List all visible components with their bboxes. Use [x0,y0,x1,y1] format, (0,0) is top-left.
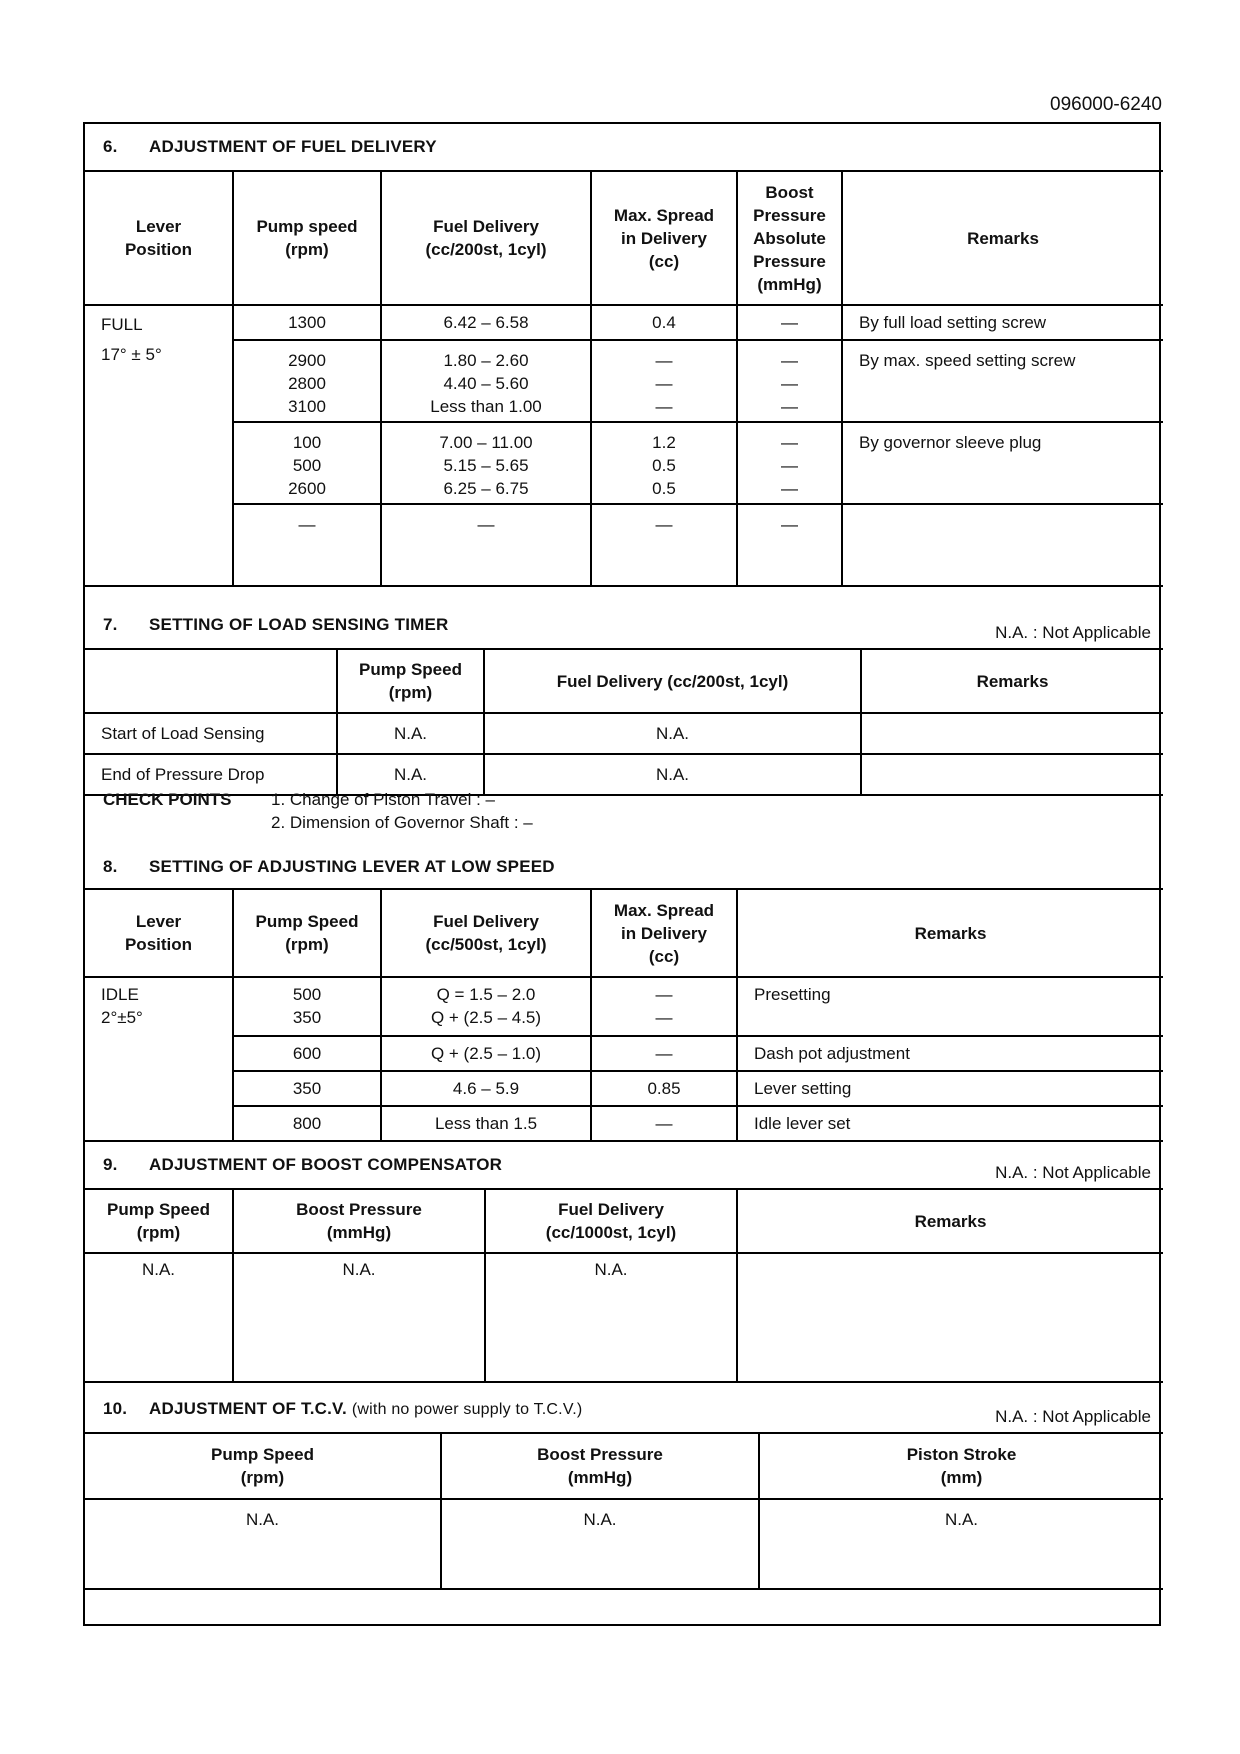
section-7-title [103,602,449,648]
not-applicable-note: N.A. : Not Applicable [995,623,1151,642]
table-row-remarks: By governor sleeve plug [842,422,1163,504]
not-applicable-note: N.A. : Not Applicable [995,1163,1151,1182]
table-row-fuel: N.A. [485,1253,737,1382]
table-row-remarks [737,1253,1163,1382]
table-row-fuel: N.A. [484,754,861,795]
boost-compensator-table [85,1188,1163,1383]
table-row-spread: — [591,1036,737,1071]
header-lever-position: Lever Position [85,171,233,305]
table-row-fuel: 7.00 – 11.00 5.15 – 5.65 6.25 – 6.75 [381,422,591,504]
table-row-fuel: 6.42 – 6.58 [381,305,591,340]
table-row-spread: — — [591,977,737,1036]
tcv-adjustment-table [85,1432,1163,1590]
table-row-boost: N.A. [441,1499,759,1589]
lever-position-idle: IDLE 2°±5° [85,977,233,1141]
header-boost-pressure: Boost Pressure (mmHg) [441,1433,759,1499]
document-number: 096000-6240 [1050,94,1162,115]
table-row-remarks [861,713,1163,754]
header-remarks: Remarks [737,1189,1163,1253]
fuel-delivery-table [85,170,1163,587]
table-row-remarks: By max. speed setting screw [842,340,1163,422]
table-row-boost: N.A. [233,1253,485,1382]
table-row-spread: 0.85 [591,1071,737,1106]
data-sheet-frame [83,122,1161,1626]
header-remarks: Remarks [737,889,1163,977]
table-row-fuel: Q = 1.5 – 2.0 Q + (2.5 – 4.5) [381,977,591,1036]
header-fuel-delivery: Fuel Delivery (cc/1000st, 1cyl) [485,1189,737,1253]
section-6-title [103,124,437,170]
table-row-speed: 800 [233,1106,381,1141]
section-8-number: 8. [103,857,118,876]
not-applicable-note: N.A. : Not Applicable [995,1407,1151,1426]
check-point-item: 1. Change of Piston Travel : – [271,790,495,809]
table-row-remarks: Dash pot adjustment [737,1036,1163,1071]
table-row-spread: — [591,504,737,586]
table-row-boost: — — — [737,340,842,422]
table-row-speed: N.A. [337,713,484,754]
table-row-speed: 2900 2800 3100 [233,340,381,422]
header-fuel-delivery: Fuel Delivery (cc/200st, 1cyl) [484,649,861,713]
table-row-fuel: Less than 1.5 [381,1106,591,1141]
table-row-fuel: Q + (2.5 – 1.0) [381,1036,591,1071]
header-fuel-delivery: Fuel Delivery (cc/200st, 1cyl) [381,171,591,305]
section-9-heading: ADJUSTMENT OF BOOST COMPENSATOR [149,1155,503,1174]
row-label-start-of-load-sensing: Start of Load Sensing [85,713,337,754]
table-row-spread: — — — [591,340,737,422]
header-pump-speed: Pump Speed (rpm) [85,1433,441,1499]
header-pump-speed: Pump Speed (rpm) [85,1189,233,1253]
section-8-title [103,844,555,890]
check-points-label: CHECK POINTS [103,790,232,809]
table-row-boost: — — — [737,422,842,504]
section-9-title [103,1142,502,1188]
table-row-speed: N.A. [85,1499,441,1589]
table-row-stroke: N.A. [759,1499,1163,1589]
check-point-item: 2. Dimension of Governor Shaft : – [271,813,533,832]
section-8-heading: SETTING OF ADJUSTING LEVER AT LOW SPEED [149,857,555,876]
table-row-boost: — [737,504,842,586]
header-remarks: Remarks [861,649,1163,713]
section-9-number: 9. [103,1155,118,1174]
low-speed-lever-table [85,888,1163,1142]
table-row-speed: 600 [233,1036,381,1071]
table-row-remarks [842,504,1163,586]
check-points [103,788,533,834]
header-pump-speed: Pump Speed (rpm) [233,889,381,977]
table-row-fuel: N.A. [484,713,861,754]
table-row-speed: 1300 [233,305,381,340]
load-sensing-table [85,648,1163,796]
section-10-note: (with no power supply to T.C.V.) [351,1401,583,1418]
header-max-spread: Max. Spread in Delivery (cc) [591,889,737,977]
table-row-remarks: By full load setting screw [842,305,1163,340]
header-lever-position: Lever Position [85,889,233,977]
header-boost-pressure: Boost Pressure (mmHg) [233,1189,485,1253]
section-7-number: 7. [103,615,118,634]
table-row-speed: 350 [233,1071,381,1106]
row-label-end-of-pressure-drop: End of Pressure Drop [85,754,337,795]
table-row-boost: — [737,305,842,340]
header-boost-pressure: Boost Pressure Absolute Pressure (mmHg) [737,171,842,305]
table-row-remarks: Lever setting [737,1071,1163,1106]
table-row-speed: — [233,504,381,586]
section-10-title [103,1386,582,1433]
table-row-speed: 100 500 2600 [233,422,381,504]
section-7-heading: SETTING OF LOAD SENSING TIMER [149,615,449,634]
section-10-number: 10. [103,1399,128,1418]
table-row-spread: 1.2 0.5 0.5 [591,422,737,504]
lever-position-full: FULL 17° ± 5° [85,305,233,586]
section-6-number: 6. [103,137,118,156]
table-row-speed: N.A. [85,1253,233,1382]
table-row-spread: 0.4 [591,305,737,340]
section-10-heading: ADJUSTMENT OF T.C.V. [149,1399,347,1418]
header-max-spread: Max. Spread in Delivery (cc) [591,171,737,305]
header-fuel-delivery: Fuel Delivery (cc/500st, 1cyl) [381,889,591,977]
header-remarks: Remarks [842,171,1163,305]
header-blank [85,649,337,713]
table-row-remarks: Idle lever set [737,1106,1163,1141]
table-row-fuel: 4.6 – 5.9 [381,1071,591,1106]
table-row-remarks [861,754,1163,795]
table-row-speed: 500 350 [233,977,381,1036]
table-row-speed: N.A. [337,754,484,795]
section-6-heading: ADJUSTMENT OF FUEL DELIVERY [149,137,437,156]
table-row-spread: — [591,1106,737,1141]
header-piston-stroke: Piston Stroke (mm) [759,1433,1163,1499]
table-row-fuel: — [381,504,591,586]
header-pump-speed: Pump speed (rpm) [233,171,381,305]
table-row-remarks: Presetting [737,977,1163,1036]
table-row-fuel: 1.80 – 2.60 4.40 – 5.60 Less than 1.00 [381,340,591,422]
header-pump-speed: Pump Speed (rpm) [337,649,484,713]
